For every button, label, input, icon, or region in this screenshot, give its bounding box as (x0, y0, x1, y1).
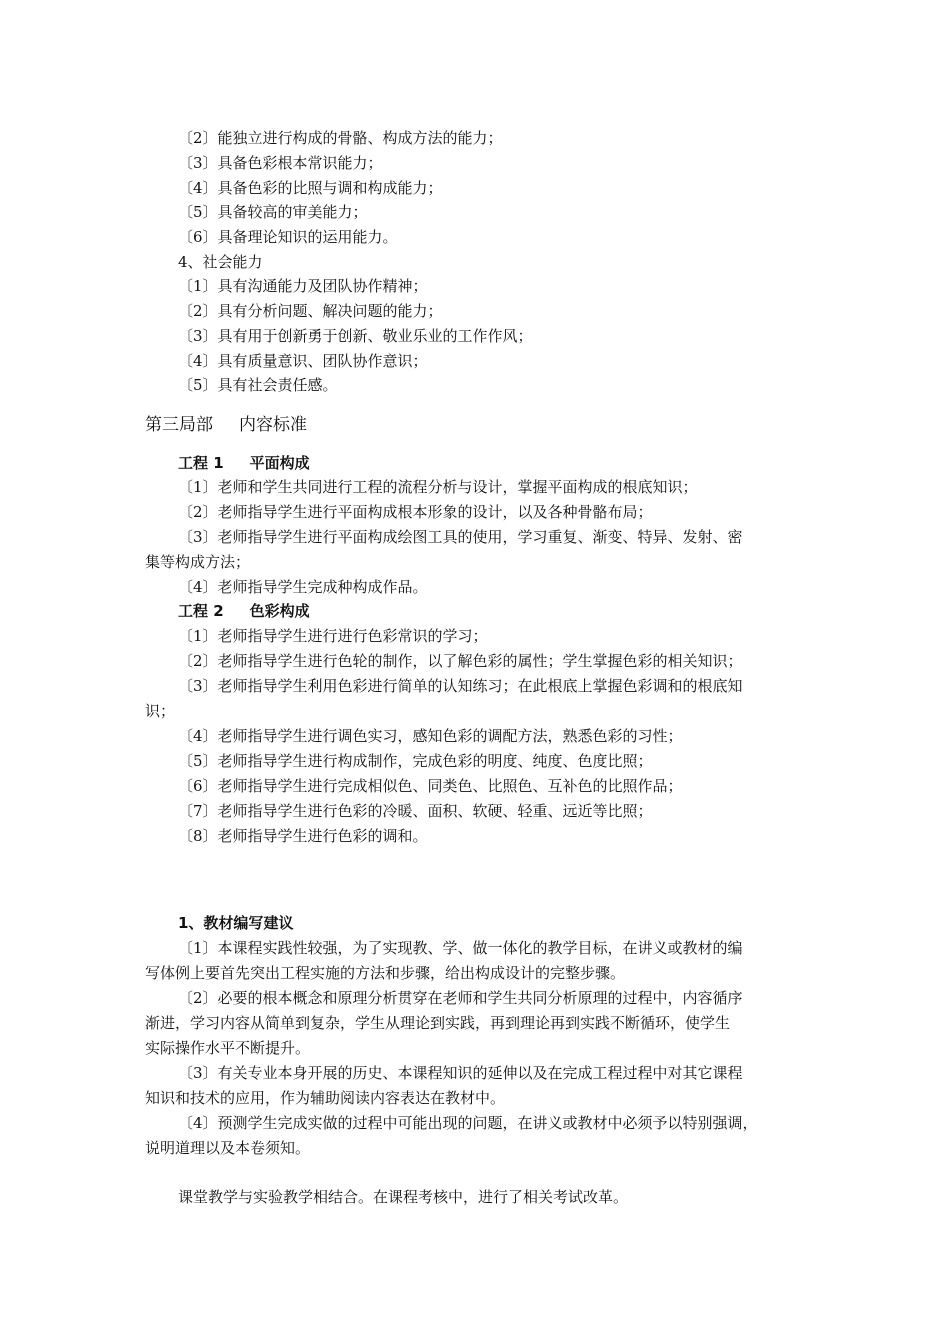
project-2-item: 〔6〕老师指导学生进行完成相似色、同类色、比照色、互补色的比照作品； (178, 777, 683, 795)
textbook-paragraph-line: 说明道理以及本卷须知。 (145, 1139, 311, 1157)
social-ability-item: 〔5〕具有社会责任感。 (178, 376, 338, 394)
project-1-item: 〔1〕老师和学生共同进行工程的流程分析与设计，掌握平面构成的根底知识； (178, 478, 698, 496)
project-2-item: 〔2〕老师指导学生进行色轮的制作，以了解色彩的属性；学生掌握色彩的相关知识； (178, 652, 743, 670)
project-2-item: 〔5〕老师指导学生进行构成制作，完成色彩的明度、纯度、色度比照； (178, 752, 653, 770)
textbook-heading: 1、教材编写建议 (178, 914, 294, 932)
social-ability-item: 〔2〕具有分析问题、解决问题的能力； (178, 302, 443, 320)
project-2-item: 〔3〕老师指导学生利用色彩进行简单的认知练习；在此根底上掌握色彩调和的根底知 (178, 677, 743, 695)
closing-paragraph: 课堂教学与实验教学相结合。在课程考核中，进行了相关考试改革。 (178, 1188, 629, 1206)
textbook-paragraph-line: 渐进，学习内容从简单到复杂，学生从理论到实践，再到理论再到实践不断循环，使学生 (145, 1014, 731, 1032)
textbook-paragraph-line: 〔3〕有关专业本身开展的历史、本课程知识的延伸以及在完成工程过程中对其它课程 (178, 1064, 743, 1082)
social-ability-item: 〔3〕具有用于创新勇于创新、敬业乐业的工作作风； (178, 327, 533, 345)
textbook-paragraph-line: 写体例上要首先突出工程实施的方法和步骤，给出构成设计的完整步骤。 (145, 964, 626, 982)
social-ability-item: 〔1〕具有沟通能力及团队协作精神； (178, 277, 428, 295)
project-1-title: 平面构成 (249, 454, 310, 472)
ability-item: 〔5〕具备较高的审美能力； (178, 203, 368, 221)
project-1-item-continued: 集等构成方法； (145, 553, 251, 571)
project-1-item: 〔3〕老师指导学生进行平面构成绘图工具的使用，学习重复、渐变、特异、发射、密 (178, 528, 743, 546)
section-part: 第三局部 (145, 415, 213, 435)
ability-item: 〔2〕能独立进行构成的骨骼、构成方法的能力； (178, 129, 503, 147)
textbook-paragraph-line: 〔2〕必要的根本概念和原理分析贯穿在老师和学生共同分析原理的过程中，内容循序 (178, 989, 743, 1007)
project-2-number: 工程 2 (178, 602, 224, 620)
project-2-item-continued: 识； (145, 702, 176, 720)
project-1-item: 〔4〕老师指导学生完成种构成作品。 (178, 578, 428, 596)
ability-item: 〔4〕具备色彩的比照与调和构成能力； (178, 179, 443, 197)
project-2-heading (178, 599, 310, 623)
textbook-paragraph-line: 知识和技术的应用，作为辅助阅读内容表达在教材中。 (145, 1089, 506, 1107)
section-title: 内容标准 (239, 415, 307, 435)
textbook-paragraph-line: 〔1〕本课程实践性较强，为了实现教、学、做一体化的教学目标，在讲义或教材的编 (178, 939, 743, 957)
project-1-item: 〔2〕老师指导学生进行平面构成根本形象的设计，以及各种骨骼布局； (178, 503, 653, 521)
project-2-item: 〔4〕老师指导学生进行调色实习，感知色彩的调配方法，熟悉色彩的习性； (178, 727, 683, 745)
ability-item: 〔6〕具备理论知识的运用能力。 (178, 228, 398, 246)
ability-item: 〔3〕具备色彩根本常识能力； (178, 154, 383, 172)
project-1-heading (178, 451, 310, 475)
project-1-number: 工程 1 (178, 454, 224, 472)
social-ability-item: 〔4〕具有质量意识、团队协作意识； (178, 352, 428, 370)
textbook-paragraph-line: 〔4〕预测学生完成实做的过程中可能出现的问题，在讲义或教材中必须予以特别强调， (178, 1114, 758, 1132)
social-ability-title: 4、社会能力 (178, 253, 263, 271)
project-2-item: 〔7〕老师指导学生进行色彩的冷暖、面积、软硬、轻重、远近等比照； (178, 802, 653, 820)
project-2-item: 〔1〕老师指导学生进行进行色彩常识的学习； (178, 627, 488, 645)
project-2-item: 〔8〕老师指导学生进行色彩的调和。 (178, 827, 428, 845)
section-heading (145, 412, 307, 438)
textbook-paragraph-line: 实际操作水平不断提升。 (145, 1039, 311, 1057)
project-2-title: 色彩构成 (249, 602, 310, 620)
